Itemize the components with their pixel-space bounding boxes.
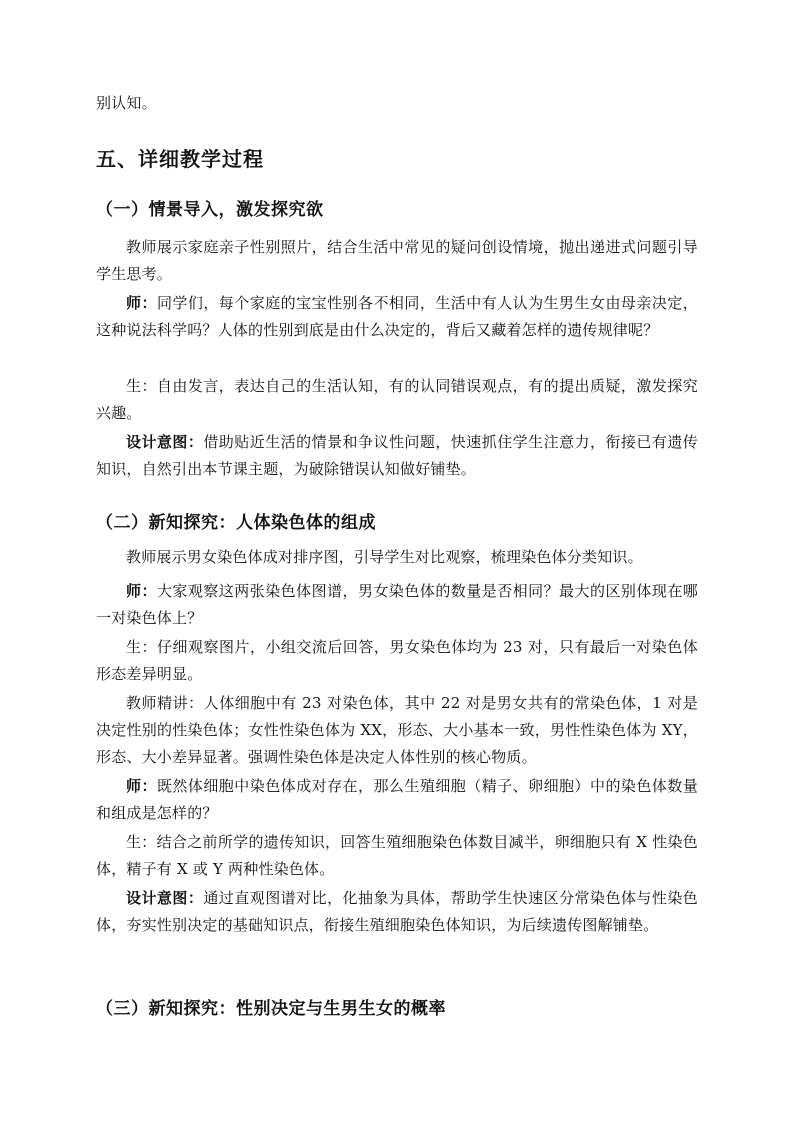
subsection-title-2: （二）新知探究：人体染色体的组成 xyxy=(96,513,376,533)
section-title: 五、详细教学过程 xyxy=(96,147,264,171)
paragraph: 设计意图：借助贴近生活的情景和争议性问题，快速抓住学生注意力，衔接已有遗传知识，自然引出本节课主题，为破除错误认知做好铺垫。 xyxy=(96,433,698,478)
paragraph: 师：大家观察这两张染色体图谱，男女染色体的数量是否相同？最大的区别体现在哪一对染色体上？ xyxy=(96,582,698,627)
subsection-title-1: （一）情景导入，激发探究欲 xyxy=(96,200,324,220)
paragraph: 教师精讲：人体细胞中有 23 对染色体，其中 22 对是男女共有的常染色体，1 对是决定性别的性染色体；女性性染色体为 XX，形态、大小基本一致，男性性染色体为 XY，形态、大小差异显著。强调性染色体是决定人体性别的核心物质。 xyxy=(96,694,698,766)
paragraph: 教师展示家庭亲子性别照片，结合生活中常见的疑问创设情境，抛出递进式问题引导学生思考。 xyxy=(96,238,698,283)
paragraph: 师：同学们，每个家庭的宝宝性别各不相同，生活中有人认为生男生女由母亲决定，这种说法科学吗？人体的性别到底是由什么决定的，背后又藏着怎样的遗传规律呢？ xyxy=(96,294,698,339)
paragraph: 教师展示男女染色体成对排序图，引导学生对比观察，梳理染色体分类知识。 xyxy=(126,548,643,566)
fragment-paragraph: 别认知。 xyxy=(96,94,157,112)
paragraph: 生：自由发言，表达自己的生活认知，有的认同错误观点，有的提出质疑，激发探究兴趣。 xyxy=(96,377,698,422)
paragraph: 设计意图：通过直观图谱对比，化抽象为具体，帮助学生快速区分常染色体与性染色体，夯实性别决定的基础知识点，衔接生殖细胞染色体知识，为后续遗传图解铺垫。 xyxy=(96,889,698,934)
subsection-title-3: （三）新知探究：性别决定与生男生女的概率 xyxy=(96,999,446,1019)
paragraph: 师：既然体细胞中染色体成对存在，那么生殖细胞（精子、卵细胞）中的染色体数量和组成是怎样的？ xyxy=(96,777,698,822)
paragraph: 生：结合之前所学的遗传知识，回答生殖细胞染色体数目减半，卵细胞只有 X 性染色体，精子有 X 或 Y 两种性染色体。 xyxy=(96,833,698,878)
paragraph: 生：仔细观察图片，小组交流后回答，男女染色体均为 23 对，只有最后一对染色体形态差异明显。 xyxy=(96,638,698,683)
